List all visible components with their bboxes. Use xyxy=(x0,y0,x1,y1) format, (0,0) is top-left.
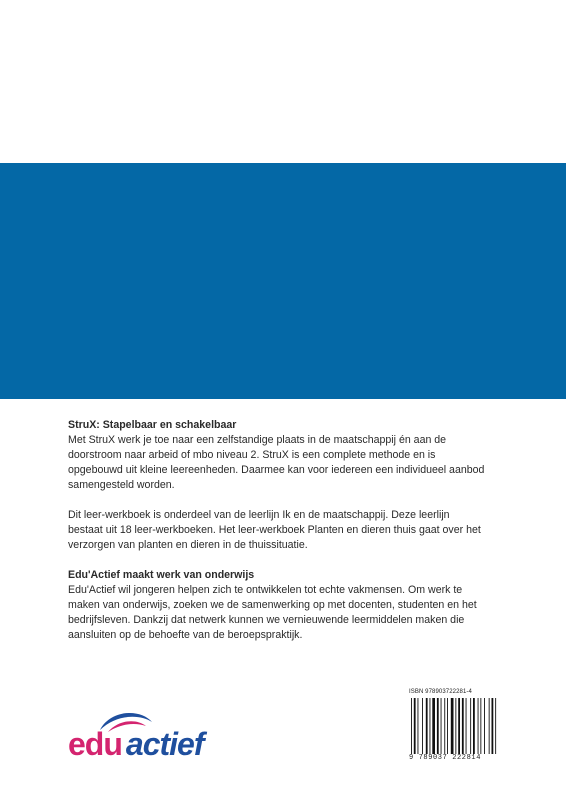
eduactief-line: Edu'Actief wil jongeren helpen zich te ontwikkelen tot echte vakmensen. Om werk te xyxy=(68,584,463,596)
eduactief-line: maken van onderwijs, zoeken we de samenwerking op met docenten, studenten en het xyxy=(68,599,477,611)
strux-line: opgebouwd uit kleine leereenheden. Daarmee kan voor iedereen een individueel aanbod xyxy=(68,464,485,476)
leerlijn-line: Dit leer-werkboek is onderdeel van de leerlijn Ik en de maatschappij. Deze leerlijn xyxy=(68,509,450,521)
strux-line: doorstroom naar arbeid of mbo niveau 2. StruX is een complete methode en is xyxy=(68,449,436,461)
leerlijn-line: bestaat uit 18 leer-werkboeken. Het leer-werkboek Planten en dieren thuis gaat over het xyxy=(68,524,481,536)
eduactief-logo xyxy=(68,706,218,766)
back-cover-text xyxy=(68,418,508,643)
strux-line: samengesteld worden. xyxy=(68,479,175,491)
logo-actief: actief xyxy=(125,726,204,762)
barcode xyxy=(409,698,507,754)
eduactief-line: aansluiten op de behoefte van de beroepspraktijk. xyxy=(68,629,303,641)
isbn-barcode-block xyxy=(409,689,507,765)
isbn-digits: 9 789037 222814 xyxy=(409,754,482,762)
heading-eduactief: Edu'Actief maakt werk van onderwijs xyxy=(68,569,255,581)
logo-edu: edu xyxy=(68,726,122,762)
eduactief-line: bedrijfsleven. Dankzij dat netwerk kunnen we vernieuwende leermiddelen maken die xyxy=(68,614,465,626)
heading-strux: StruX: Stapelbaar en schakelbaar xyxy=(68,419,237,431)
strux-line: Met StruX werk je toe naar een zelfstandige plaats in de maatschappij én aan de xyxy=(68,434,447,446)
blue-band xyxy=(0,163,566,399)
leerlijn-line: verzorgen van planten en dieren in de thuissituatie. xyxy=(68,539,308,551)
isbn-label: ISBN 978903722281-4 xyxy=(409,689,472,695)
